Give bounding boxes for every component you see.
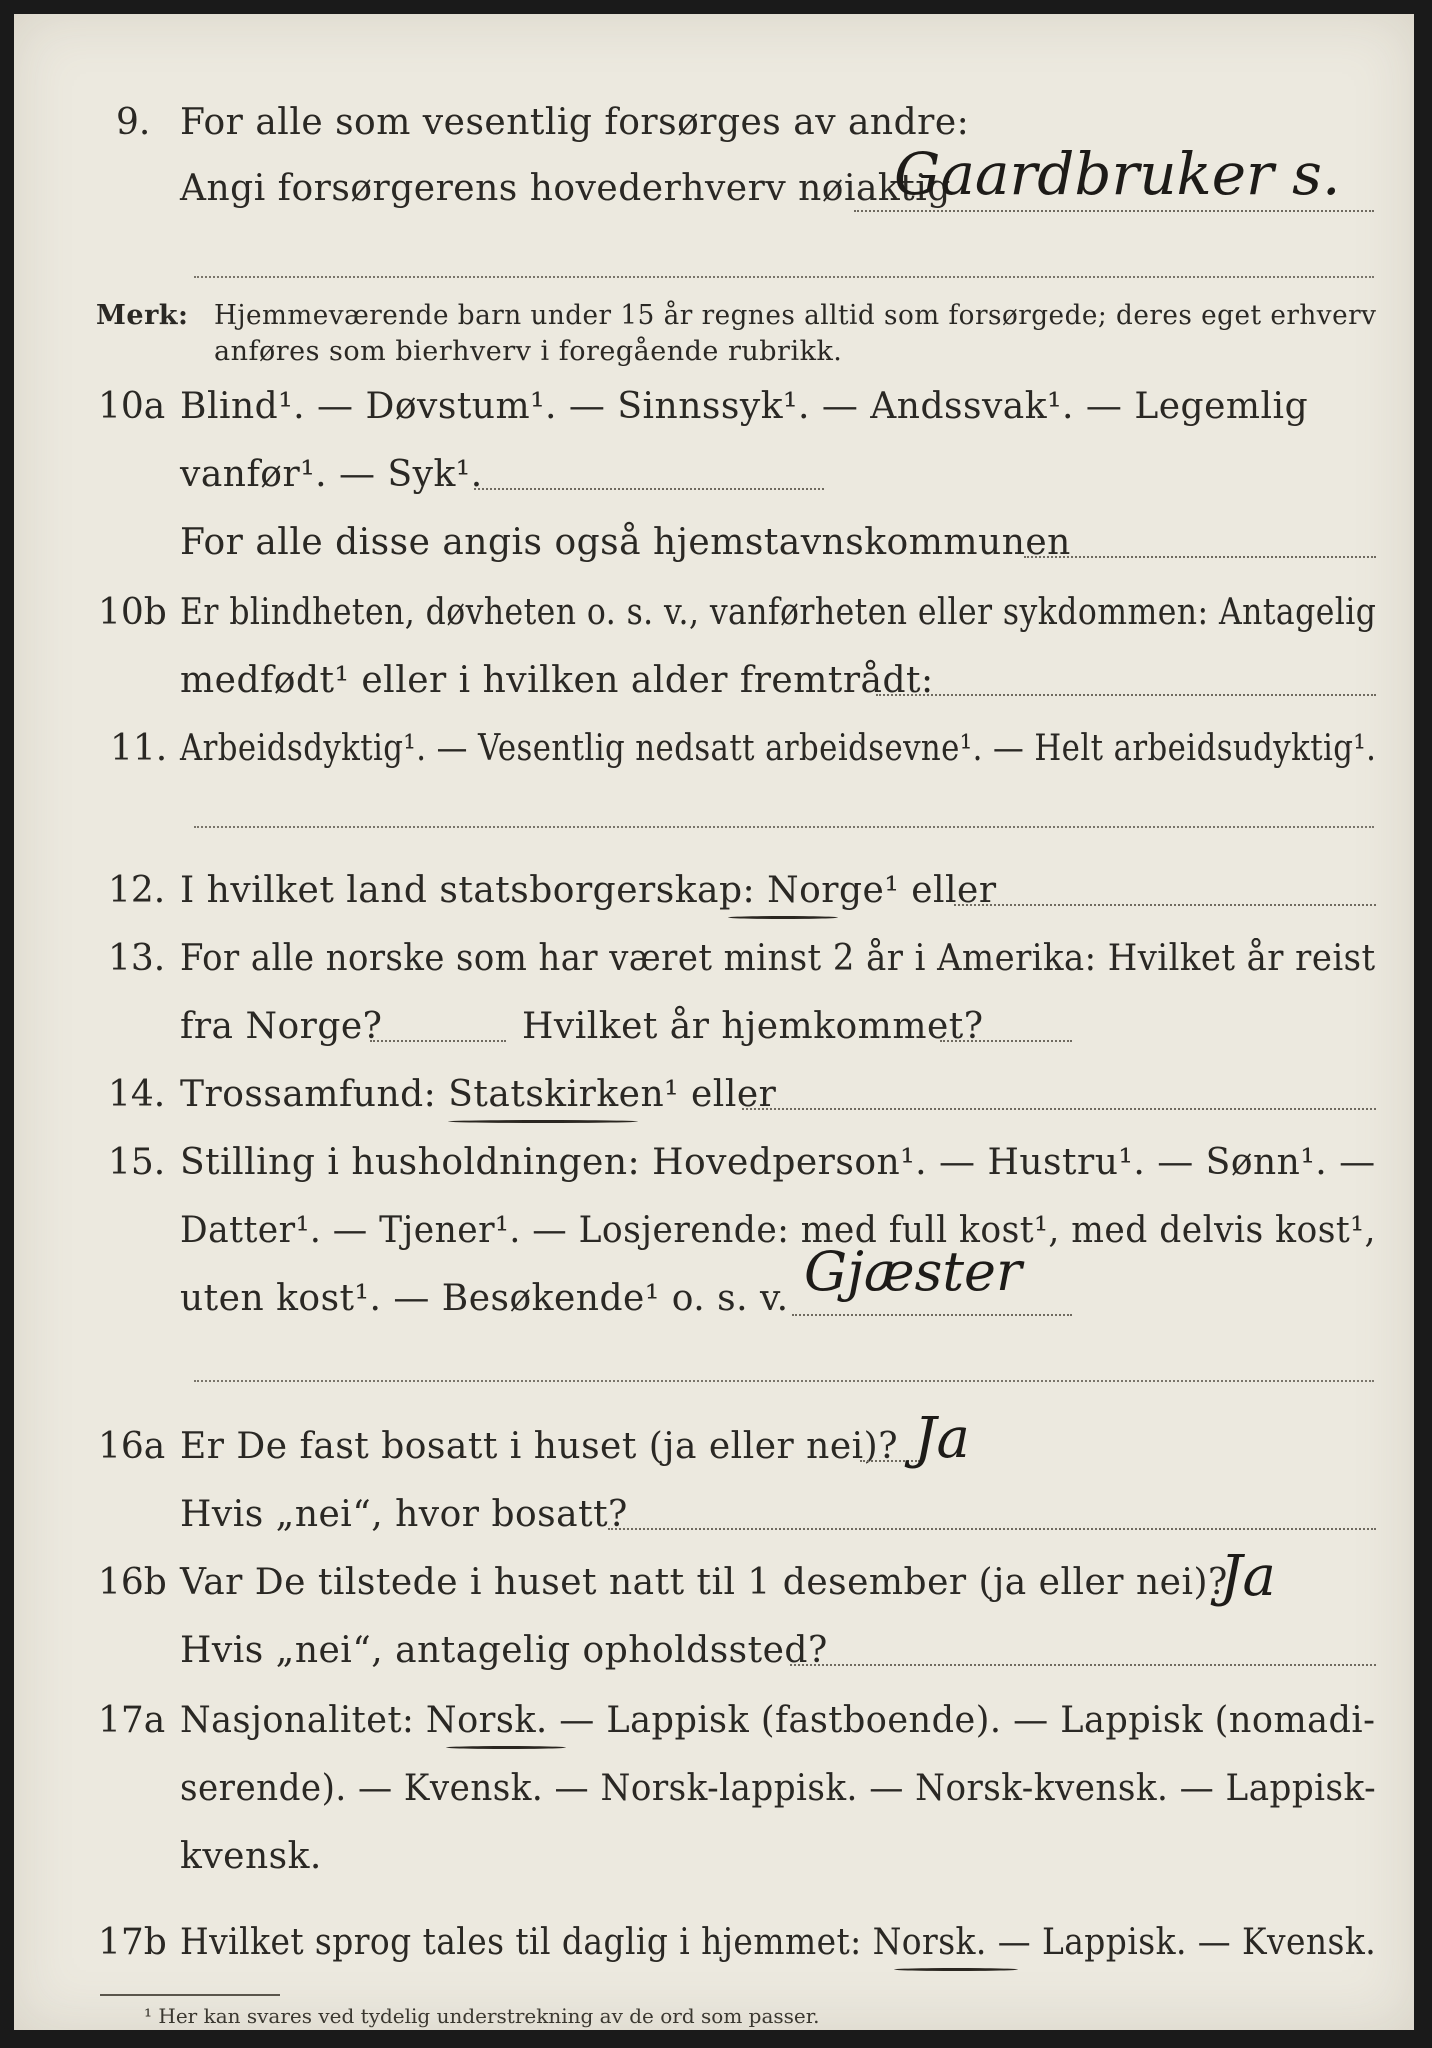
q14-fill [742,1108,1376,1110]
q11-number: 11. [110,728,168,769]
q10a-number: 10a [98,386,166,427]
q17a-norsk-underline [446,1746,566,1749]
q16a-fill-1 [860,1460,920,1462]
merk-label: Merk: [96,300,189,331]
q16b-line2: Hvis „nei“, antagelig opholdssted? [180,1630,828,1671]
q13-fill-1 [370,1040,506,1042]
q9-number: 9. [116,102,151,143]
q15-line1: Stilling i husholdningen: Hovedperson¹. — Hustru¹. — Sønn¹. — [180,1142,1376,1183]
q17a-number: 17a [98,1700,166,1741]
q13-line1: For alle norske som har været minst 2 år i Amerika: Hvilket år reist [180,938,1376,979]
q15-line2: Datter¹. — Tjener¹. — Losjerende: med full kost¹, med delvis kost¹, [180,1210,1376,1251]
q16a-line2: Hvis „nei“, hvor bosatt? [180,1494,628,1535]
q16b-line1: Var De tilstede i huset natt til 1 desember (ja eller nei)? [180,1562,1228,1603]
q13-line2b: Hvilket år hjemkommet? [522,1006,984,1047]
footnote: ¹ Her kan svares ved tydelig understrekning av de ord som passer. [144,2004,820,2028]
q9-handwritten-answer: Gaardbruker s. [894,140,1341,208]
q10a-line2: vanfør¹. — Syk¹. [180,454,483,495]
q9-separator [194,276,1374,278]
q17a-line3: kvensk. [180,1836,322,1877]
q16b-number: 16b [98,1562,167,1603]
q14-number: 14. [108,1074,166,1115]
q14-statskirken-underline [448,1120,638,1123]
q15-separator [194,1380,1374,1382]
q9-line2: Angi forsørgerens hovederhverv nøiaktig [180,168,951,209]
q14-line1: Trossamfund: Statskirken¹ eller [180,1074,777,1115]
q17b-number: 17b [98,1922,167,1963]
q17b-line1: Hvilket sprog tales til daglig i hjemmet: Norsk. — Lappisk. — Kvensk. [180,1922,1377,1963]
footnote-rule [100,1994,280,1996]
merk-line1: Hjemmeværende barn under 15 år regnes alltid som forsørgede; deres eget erhverv [214,300,1377,331]
census-form-page [14,14,1414,2030]
q16a-line1: Er De fast bosatt i huset (ja eller nei)? [180,1426,899,1467]
q11-line1: Arbeidsdyktig¹. — Vesentlig nedsatt arbeidsevne¹. — Helt arbeidsudyktig¹. [180,728,1377,769]
q12-norge-underline [728,916,838,919]
q16a-fill-2 [608,1528,1376,1530]
q10a-line3: For alle disse angis også hjemstavnskommunen [180,522,1071,563]
q16b-handwritten-answer: Ja [1220,1544,1276,1609]
q13-number: 13. [108,938,166,979]
q15-fill [792,1314,1072,1316]
q10b-fill [876,694,1376,696]
q17a-line1: Nasjonalitet: Norsk. — Lappisk (fastboende). — Lappisk (nomadi- [180,1700,1376,1741]
q16a-handwritten-answer: Ja [914,1406,970,1471]
q15-handwritten-answer: Gjæster [804,1240,1022,1303]
q10b-number: 10b [98,592,167,633]
q10b-line1: Er blindheten, døvheten o. s. v., vanførheten eller sykdommen: Antagelig [180,592,1377,633]
q17a-line2: serende). — Kvensk. — Norsk-lappisk. — Norsk-kvensk. — Lappisk- [180,1768,1377,1809]
q16a-number: 16a [98,1426,166,1467]
q12-line1: I hvilket land statsborgerskap: Norge¹ eller [180,870,997,911]
q10a-line1: Blind¹. — Døvstum¹. — Sinnssyk¹. — Andssvak¹. — Legemlig [180,386,1309,427]
q13-fill-2 [940,1040,1072,1042]
q15-number: 15. [108,1142,166,1183]
q12-number: 12. [108,870,166,911]
q9-line1: For alle som vesentlig forsørges av andre: [180,102,970,143]
q15-line3: uten kost¹. — Besøkende¹ o. s. v. [180,1278,789,1319]
merk-line2: anføres som bierhverv i foregående rubrikk. [214,336,843,367]
q10a-fill-2 [1024,556,1376,558]
q10a-fill-1 [474,488,824,490]
q16b-fill [790,1664,1376,1666]
q11-separator [194,826,1374,828]
q12-fill [954,904,1376,906]
q17b-norsk-underline [894,1968,1018,1971]
q10b-line2: medfødt¹ eller i hvilken alder fremtrådt: [180,660,934,701]
q9-fill [854,210,1374,212]
q13-line2a: fra Norge? [180,1006,383,1047]
